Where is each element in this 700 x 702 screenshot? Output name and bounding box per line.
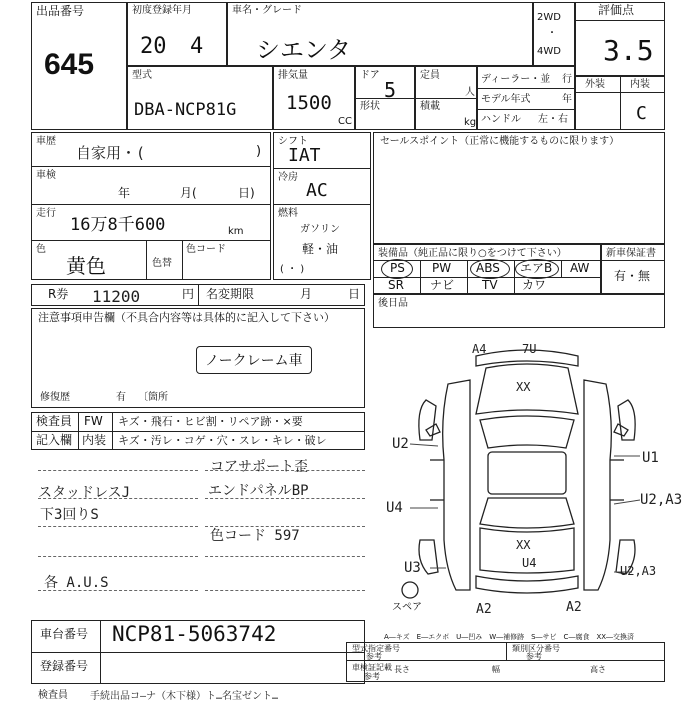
equip-sr: SR [388, 278, 404, 292]
equip-airbag: エアB [520, 261, 553, 275]
fuel-paren: ( ・ ) [280, 264, 305, 275]
note-end-panel: エンドパネルBP [208, 483, 309, 499]
equip-leather: カワ [522, 278, 547, 292]
mark-u3: U3 [404, 560, 421, 576]
fuel-label: 燃料 [278, 208, 298, 219]
lot-number: 645 [44, 48, 95, 81]
interior-value: C [636, 103, 647, 124]
mileage-label: 走行 [36, 208, 56, 219]
history-value: 自家用・( [76, 144, 146, 162]
recycle-yen: 円 [182, 287, 195, 301]
shaken-month: 月( [180, 186, 197, 200]
interior-label: 内装 [630, 79, 650, 90]
name-change-label: 名変期限 [206, 287, 255, 301]
equip-aw: AW [570, 261, 590, 275]
exterior-label: 外装 [585, 79, 605, 90]
person-unit: 人 [465, 87, 475, 98]
displacement-label: 排気量 [278, 70, 308, 81]
door-value: 5 [384, 78, 397, 102]
warranty-value: 有・無 [614, 269, 651, 283]
repair-place: 〔箇所 [138, 392, 168, 403]
mark-top-u: 7U [522, 342, 537, 356]
mark-a4: A4 [472, 342, 487, 356]
note-undercarriage: 下3回りS [40, 507, 99, 523]
mark-u2-a3: U2,A3 [640, 492, 683, 508]
year-suffix: 年 [562, 94, 572, 105]
aftermarket-label: 後日品 [378, 298, 408, 309]
mark-u4-bottom: U4 [522, 556, 537, 570]
width-label: 幅 [492, 665, 500, 674]
inspector-fw-items: キズ・飛石・ヒビ割・リペア跡・×要 [118, 415, 303, 428]
drive-dot: ・ [547, 28, 557, 39]
load-label: 積載 [420, 101, 440, 112]
color-code-label: 色コード [186, 244, 226, 255]
fuel-gasoline: ガソリン [300, 224, 340, 235]
inspector-in-items: キズ・汚レ・コゲ・穴・スレ・キレ・破レ [118, 434, 327, 447]
shape-label: 形状 [360, 101, 380, 112]
score-label: 評価点 [598, 3, 635, 17]
displacement-value: 1500 [286, 92, 332, 114]
no-claim-stamp: ノークレーム車 [196, 346, 312, 374]
recycle-label: R券 [48, 287, 69, 301]
class-label: 類別区分番号 [512, 644, 560, 653]
mark-u1: U1 [642, 450, 659, 466]
history-label: 車歴 [36, 136, 56, 147]
mark-xx-bottom: XX [516, 538, 531, 552]
model-spec-label: 型式指定番号 [352, 644, 400, 653]
equip-tv: TV [482, 278, 498, 292]
reg-month-value: 4 [190, 34, 204, 59]
repair-label: 修復歴 [40, 392, 70, 403]
note-core-support: コアサポート歪 [210, 459, 308, 475]
handle-label: ハンドル [481, 114, 521, 125]
inspector-label-2: 記入欄 [36, 433, 73, 447]
shift-label: シフト [278, 136, 308, 147]
mark-a2-left: A2 [476, 602, 492, 617]
inspector-in: 内装 [82, 433, 107, 447]
dealer-label: ディーラー・並 [481, 74, 551, 85]
color-value: 黄色 [66, 254, 106, 278]
height-label: 高さ [590, 665, 606, 674]
dealer-suffix: 行 [562, 74, 572, 85]
model-spec-ref: 参考 [366, 652, 382, 661]
capacity-label: 定員 [420, 70, 440, 81]
shaken-year: 年 [118, 186, 131, 200]
type-value: DBA-NCP81G [134, 100, 237, 120]
reg-year-label: 初度登録年月 [132, 5, 192, 16]
color-change-label: 色替 [152, 258, 172, 269]
equip-ps: PS [390, 261, 405, 275]
door-label: ドア [360, 70, 380, 81]
ac-label: 冷房 [278, 172, 298, 183]
score-value: 3.5 [603, 34, 654, 67]
color-label: 色 [36, 244, 46, 255]
fuel-diesel: 軽・油 [302, 242, 339, 256]
reg-year-value: 20 [140, 34, 167, 59]
mark-u2-a3-bottom: U2,A3 [620, 564, 657, 578]
mark-u2: U2 [392, 436, 409, 452]
ac-value: AC [306, 180, 328, 201]
shaken-label: 車検 [36, 170, 56, 181]
note-studless: スタッドレスJ [38, 485, 131, 501]
class-ref: 参考 [526, 652, 542, 661]
type-label: 型式 [132, 70, 152, 81]
name-change-day: 日 [348, 287, 361, 301]
cc-unit: CC [338, 116, 352, 127]
repair-value: 有 [116, 392, 126, 403]
damage-legend: A―キズ E―エクボ U―凹み W―補修跡 S―サビ C―腐食 XX―交換済 [384, 633, 635, 641]
spare-label: スペア [392, 602, 422, 613]
chassis-value: NCP81-5063742 [112, 622, 277, 646]
shift-value: IAT [288, 145, 321, 166]
km-unit: km [228, 226, 244, 237]
length-label: 長さ [394, 665, 410, 674]
mark-a2-right: A2 [566, 600, 582, 615]
equipment-label: 装備品（純正品に限り○をつけて下さい） [378, 248, 567, 259]
mileage-value: 16万8千600 [70, 215, 166, 235]
equip-abs: ABS [476, 261, 500, 275]
inspector-label-1: 検査員 [36, 414, 73, 428]
equip-navi: ナビ [430, 278, 455, 292]
size-ref: 参考 [364, 672, 380, 681]
notes-label: 注意事項申告欄（不具合内容等は具体的に記入して下さい） [38, 311, 335, 324]
shaken-day: 日) [238, 186, 255, 200]
kg-unit: kg [464, 117, 477, 128]
reg-number-label: 登録番号 [40, 659, 89, 673]
mark-u4-left: U4 [386, 500, 403, 516]
model-label: 車名・グレード [232, 5, 302, 16]
model-year-label: モデル年式 [481, 94, 531, 105]
note-color-code: 色コード 597 [210, 528, 300, 544]
drive-4wd: 4WD [537, 46, 561, 57]
note-various: 各 A.U.S [44, 575, 109, 591]
equip-pw: PW [432, 261, 452, 275]
lot-label: 出品番号 [36, 4, 85, 18]
chassis-label: 車台番号 [40, 627, 89, 641]
history-close: ) [256, 144, 262, 159]
model-value: シエンタ [256, 36, 352, 64]
drive-2wd: 2WD [537, 12, 561, 23]
mark-xx-top: XX [516, 380, 531, 394]
recycle-value: 11200 [92, 287, 141, 306]
inspector-fw: FW [84, 414, 103, 428]
name-change-month: 月 [300, 287, 313, 301]
size-label: 車検証記載 [352, 663, 392, 672]
handle-value: 左・右 [538, 114, 568, 125]
sales-point-label: セールスポイント（正常に機能するものに限ります） [380, 136, 620, 147]
footer-text: 手続出品コ―ナ（木下様）ト…名宝ゼント… [90, 691, 279, 702]
warranty-label: 新車保証書 [606, 248, 656, 259]
footer-label: 検査員 [38, 690, 68, 701]
